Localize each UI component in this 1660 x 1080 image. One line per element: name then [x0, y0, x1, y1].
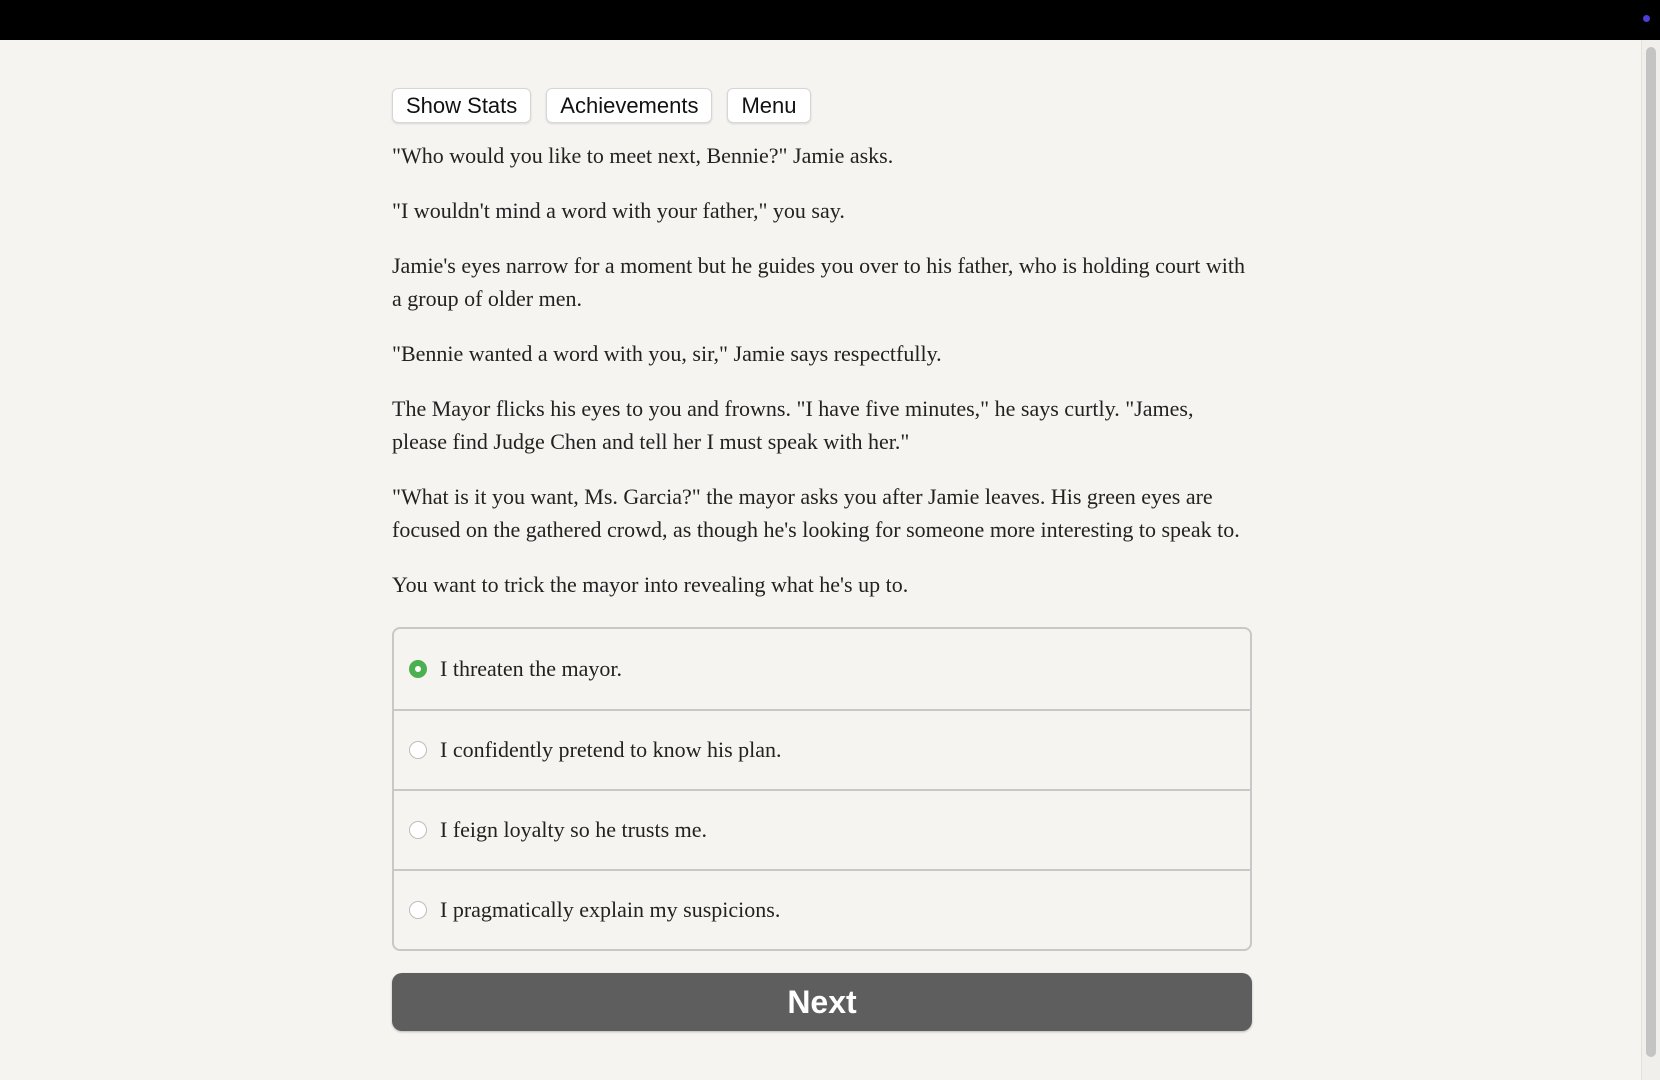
game-content [392, 88, 1252, 1031]
choice-label: I confidently pretend to know his plan. [440, 737, 782, 762]
radio-button-icon[interactable] [409, 660, 427, 678]
choice-option-threaten[interactable] [394, 629, 1250, 709]
choice-list [392, 627, 1252, 951]
story-paragraph: "Who would you like to meet next, Bennie?" Jamie asks. [392, 143, 894, 168]
toolbar [392, 88, 1252, 123]
story-paragraph: You want to trick the mayor into revealing what he's up to. [392, 572, 909, 597]
story-paragraph: The Mayor flicks his eyes to you and frowns. "I have five minutes," he says curtly. "James, please find Judge Chen and tell her I must speak with her." [392, 396, 1194, 454]
choice-option-explain[interactable] [394, 869, 1250, 949]
menu-button[interactable]: Menu [727, 88, 810, 123]
achievements-button[interactable]: Achievements [546, 88, 712, 123]
story-paragraph: Jamie's eyes narrow for a moment but he guides you over to his father, who is holding court with a group of older men. [392, 253, 1245, 311]
radio-button-icon[interactable] [409, 741, 427, 759]
show-stats-button[interactable]: Show Stats [392, 88, 531, 123]
choice-label: I pragmatically explain my suspicions. [440, 897, 781, 922]
radio-button-icon[interactable] [409, 821, 427, 839]
scrollbar-thumb[interactable] [1646, 47, 1656, 1057]
story-text [392, 139, 1252, 601]
choice-option-pretend[interactable] [394, 709, 1250, 789]
choice-label: I feign loyalty so he trusts me. [440, 817, 708, 842]
next-button[interactable]: Next [392, 973, 1252, 1031]
status-dot-icon [1643, 15, 1650, 22]
story-paragraph: "What is it you want, Ms. Garcia?" the mayor asks you after Jamie leaves. His green eyes are focused on the gathered crowd, as though he's looking for someone more interesting to speak to. [392, 484, 1240, 542]
radio-button-icon[interactable] [409, 901, 427, 919]
story-paragraph: "Bennie wanted a word with you, sir," Jamie says respectfully. [392, 341, 942, 366]
story-paragraph: "I wouldn't mind a word with your father," you say. [392, 198, 845, 223]
choice-label: I threaten the mayor. [440, 656, 623, 681]
choice-option-feign-loyalty[interactable] [394, 789, 1250, 869]
top-bar [0, 0, 1660, 40]
